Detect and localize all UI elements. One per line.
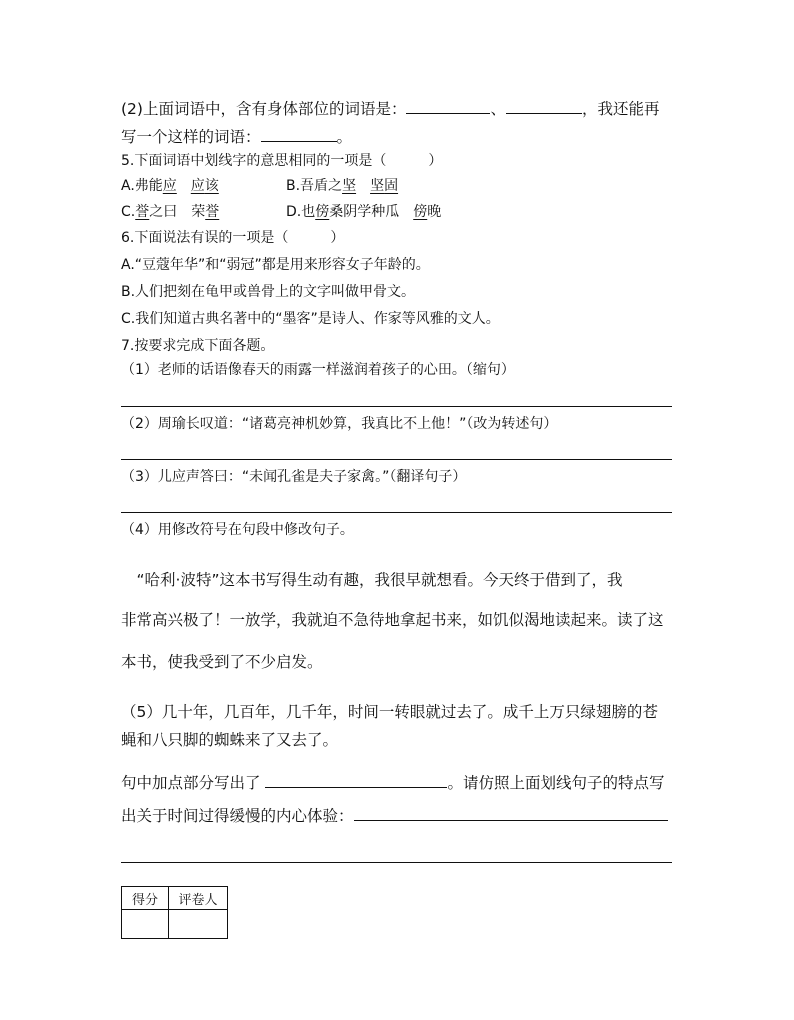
answer-blank[interactable]: [506, 99, 582, 114]
answer-blank[interactable]: [265, 773, 447, 788]
q6-option-c: C.我们知道古典名著中的“墨客”是诗人、作家等风雅的文人。: [121, 311, 500, 327]
q7-sub4: （4）用修改符号在句段中修改句子。: [121, 522, 354, 538]
score-header: 得分: [122, 887, 169, 910]
option-a: A.弗能应 应该: [121, 178, 219, 194]
q6-option-b: B.人们把刻在龟甲或兽骨上的文字叫做甲骨文。: [121, 284, 416, 300]
q6-option-a: A.“豆蔻年华”和“弱冠”都是用来形容女子年龄的。: [121, 257, 430, 273]
option-c: C.誉之曰 荣誉: [121, 204, 220, 220]
answer-line[interactable]: [121, 459, 672, 460]
answer-blank[interactable]: [261, 127, 337, 142]
score-cell[interactable]: [122, 910, 169, 939]
q7-title: 7.按要求完成下面各题。: [121, 338, 275, 354]
answer-line[interactable]: [121, 512, 672, 513]
q5-options-cd: [121, 202, 441, 222]
answer-line[interactable]: [121, 862, 672, 863]
q7-sub2: （2）周瑜长叹道：“诸葛亮神机妙算，我真比不上他！”（改为转述句）: [121, 416, 558, 432]
q7-sub5-line1: （5）几十年，几百年，几千年，时间一转眼就过去了。成千上万只绿翅膀的苍: [121, 703, 658, 721]
q7-sub3: （3）儿应声答曰：“未闻孔雀是夫子家禽。”（翻译句子）: [121, 469, 467, 485]
score-table: [121, 886, 228, 939]
q7-sub5-line3: 句中加点部分写出了 。请仿照上面划线句子的特点写: [121, 774, 665, 792]
grader-cell[interactable]: [169, 910, 228, 939]
q7-sub5-line4: 出关于时间过得缓慢的内心体验：: [121, 806, 668, 826]
option-d: D.也傍桑阴学种瓜 傍晚: [286, 204, 442, 220]
q5-options-ab: [121, 176, 398, 196]
q6-title: 6.下面说法有误的一项是（ ）: [121, 230, 345, 246]
answer-blank[interactable]: [354, 806, 668, 821]
passage-line3: 本书，使我受到了不少启发。: [121, 653, 323, 671]
passage-line1: “哈利·波特”这本书写得生动有趣，我很早就想看。今天终于借到了，我: [121, 571, 623, 589]
answer-line[interactable]: [121, 406, 672, 407]
option-b: B.吾盾之坚 坚固: [286, 178, 399, 194]
q4-2-line2: 写一个这样的词语： 。: [121, 128, 353, 146]
q4-2-line1: (2)上面词语中，含有身体部位的词语是： 、 ，我还能再: [121, 100, 660, 118]
q5-title: 5.下面词语中划线字的意思相同的一项是（ ）: [121, 153, 443, 169]
grader-header: 评卷人: [169, 887, 228, 910]
q7-sub5-line2: 蝇和八只脚的蜘蛛来了又去了。: [121, 731, 339, 749]
q7-sub1: （1）老师的话语像春天的雨露一样滋润着孩子的心田。（缩句）: [121, 362, 515, 378]
answer-blank[interactable]: [406, 99, 490, 114]
passage-line2: 非常高兴极了！一放学，我就迫不急待地拿起书来，如饥似渴地读起来。读了这: [121, 611, 664, 629]
